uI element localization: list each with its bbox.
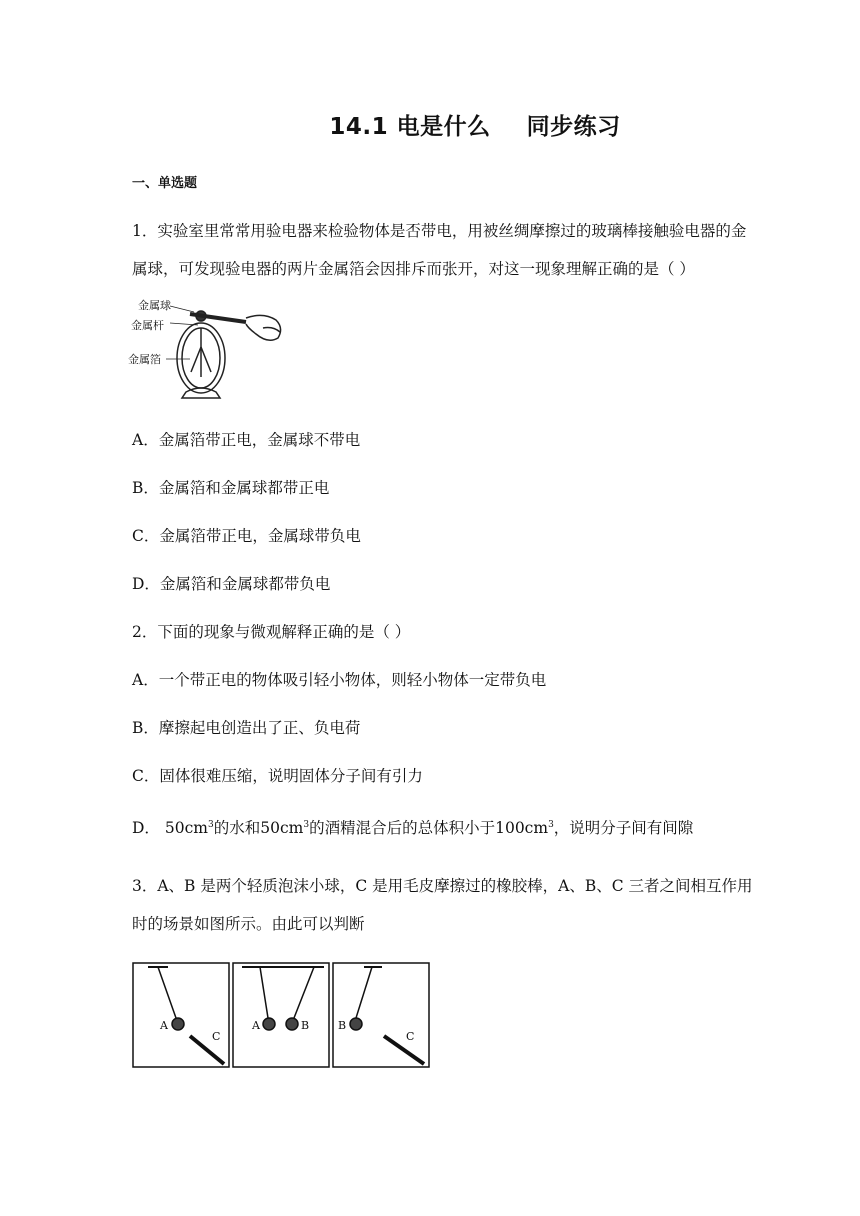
q1-option-d: D．金属箔和金属球都带负电 xyxy=(132,575,331,593)
title-text: 14.1 电是什么 xyxy=(329,114,491,140)
fig-label-ball: 金属球 xyxy=(138,299,171,312)
charge-interaction-figure xyxy=(132,960,432,1072)
panel2-label-a: A xyxy=(252,1019,260,1032)
panel1-label-c: C xyxy=(212,1030,221,1043)
q1-option-b: B．金属箔和金属球都带正电 xyxy=(132,479,330,497)
q1-stem-line1: 1．实验室里常常用验电器来检验物体是否带电，用被丝绸摩擦过的玻璃棒接触验电器的金 xyxy=(132,222,747,240)
fig-label-foil: 金属箔 xyxy=(128,353,161,366)
q2-option-b: B．摩擦起电创造出了正、负电荷 xyxy=(132,719,361,737)
q1-option-c: C．金属箔带正电，金属球带负电 xyxy=(132,527,361,545)
q2-stem: 2．下面的现象与微观解释正确的是（ ） xyxy=(132,623,411,641)
q3-stem-line1: 3．A、B 是两个轻质泡沫小球，C 是用毛皮摩擦过的橡胶棒，A、B、C 三者之间相互作用 xyxy=(132,877,753,895)
fig-label-rod: 金属杆 xyxy=(131,319,164,332)
page-title xyxy=(0,108,860,141)
panel2-label-b: B xyxy=(301,1019,310,1032)
panel1-label-a: A xyxy=(160,1019,168,1032)
q2-option-c: C．固体很难压缩，说明固体分子间有引力 xyxy=(132,767,423,785)
q1-stem-line2: 属球，可发现验电器的两片金属箔会因排斥而张开，对这一现象理解正确的是（ ） xyxy=(132,260,695,278)
q1-option-a: A．金属箔带正电，金属球不带电 xyxy=(132,431,361,449)
panel3-label-b: B xyxy=(338,1019,347,1032)
q2-option-a: A．一个带正电的物体吸引轻小物体，则轻小物体一定带负电 xyxy=(132,671,547,689)
section-heading: 一、单选题 xyxy=(132,176,198,191)
title-subtext: 同步练习 xyxy=(526,114,621,140)
panel3-label-c: C xyxy=(406,1030,415,1043)
q2-option-d: D． $50cm^3$的水和$50cm^3$的酒精混合后的总体积小于$100cm^3$，说明分子间有间隙 xyxy=(132,819,694,837)
q3-stem-line2: 时的场景如图所示。由此可以判断 xyxy=(132,915,365,933)
electroscope-figure xyxy=(128,292,293,404)
